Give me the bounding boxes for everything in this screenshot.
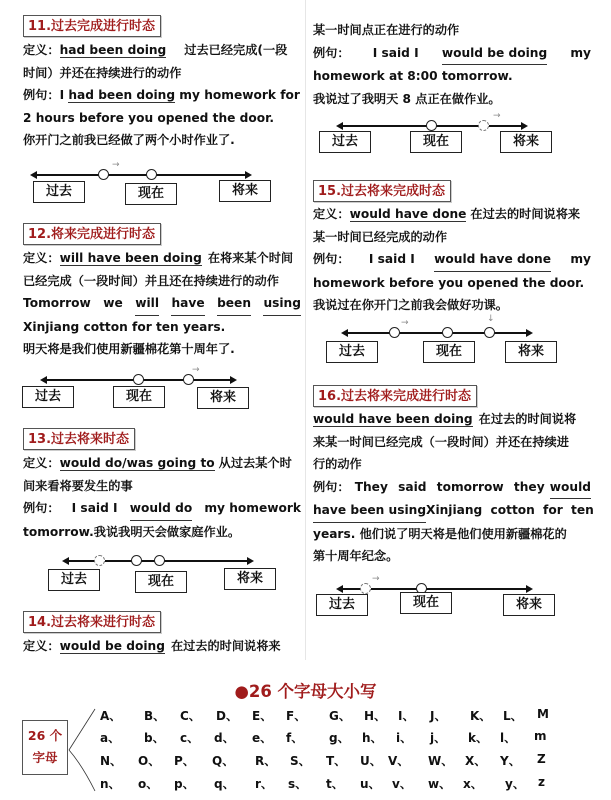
- example-word: Tomorrow: [23, 296, 91, 310]
- letter: m: [534, 729, 547, 743]
- letter: w、: [428, 777, 452, 791]
- alphabet-label-line: 26 个: [27, 728, 63, 743]
- label-past: 过去: [316, 594, 368, 616]
- example-form: would be doing: [442, 42, 547, 66]
- letter: W、: [428, 754, 454, 768]
- letter: y、: [505, 777, 525, 791]
- label-past: 过去: [33, 181, 85, 203]
- timeline-axis: [346, 332, 526, 334]
- section-13: [23, 428, 301, 543]
- tense-form: would have done: [349, 207, 467, 221]
- letter: o、: [138, 777, 159, 791]
- example-word: we: [103, 296, 123, 310]
- letter: B、: [144, 709, 166, 723]
- time-point-icon: [98, 169, 109, 180]
- letter: j、: [430, 731, 447, 745]
- label-past: 过去: [22, 386, 74, 408]
- example-form: have been using: [313, 499, 426, 523]
- example-text: I said I: [368, 252, 415, 266]
- example-line-2: 2 hours before you opened the door.: [23, 110, 275, 125]
- letter: V、: [388, 754, 410, 768]
- small-arrow-icon: →: [192, 365, 200, 375]
- column-divider: [305, 0, 306, 660]
- tense-form: had been doing: [59, 43, 167, 57]
- arrow-left-icon: [341, 329, 348, 337]
- letter: T、: [326, 754, 347, 768]
- example-text: I: [59, 88, 69, 102]
- label-past: 过去: [319, 131, 371, 153]
- letter: x、: [463, 777, 483, 791]
- letter: C、: [180, 709, 201, 723]
- tense-form: would have been doing: [313, 412, 473, 426]
- letter: N、: [100, 754, 123, 768]
- letter: J、: [430, 709, 447, 723]
- time-point-icon: [426, 120, 437, 131]
- definition-label: 定义：: [23, 251, 60, 265]
- example-label: 例句：: [23, 88, 60, 102]
- letter: z: [538, 775, 545, 789]
- section-title: 16.过去将来完成进行时态: [313, 385, 477, 407]
- example-translation: 第十周年纪念。: [313, 549, 399, 563]
- section-title: 13.过去将来时态: [23, 428, 135, 450]
- definition-line: [23, 452, 301, 475]
- small-arrow-icon: →: [493, 111, 501, 121]
- letter: g、: [329, 731, 350, 745]
- letter: M: [537, 707, 549, 721]
- timeline-axis: [35, 174, 245, 176]
- definition-label: 定义：: [23, 456, 60, 470]
- label-future: 将来: [505, 341, 557, 363]
- definition-line: [313, 203, 591, 226]
- time-point-dashed-icon: [360, 583, 371, 594]
- letter: r、: [255, 777, 273, 791]
- letter: f、: [286, 731, 304, 745]
- example-label: 例句：: [313, 45, 350, 60]
- label-present: 现在: [400, 592, 452, 614]
- example-line-3: years. 他们说了明天将是他们使用新疆棉花的: [313, 526, 567, 541]
- definition-label: 定义：: [313, 207, 350, 221]
- small-arrow-icon: →: [112, 160, 120, 170]
- section-title: 12.将来完成进行时态: [23, 223, 161, 245]
- example-translation: 明天将是我们使用新疆棉花第十周年了.: [23, 342, 235, 356]
- arrow-right-icon: [247, 557, 254, 565]
- section-14: [23, 611, 301, 658]
- definition-line-2: 某一时间点正在进行的动作: [313, 23, 460, 37]
- label-past: 过去: [326, 341, 378, 363]
- alphabet-label-box: [22, 720, 68, 775]
- alphabet-label-line: 字母: [32, 750, 58, 765]
- section-11: [23, 15, 301, 152]
- bracket-lines-icon: [68, 705, 100, 800]
- label-present: 现在: [125, 183, 177, 205]
- example-text: my: [570, 45, 591, 60]
- example-label: 例句：: [313, 252, 350, 266]
- example-line: [23, 292, 301, 316]
- small-down-arrow-icon: ↓: [487, 314, 495, 324]
- definition-text: 在过去的时间说将: [478, 412, 577, 426]
- letter: Z: [537, 752, 546, 766]
- alphabet-title: ●26 个字母大小写: [234, 682, 377, 701]
- definition-text: 在过去的时间说将来: [170, 639, 281, 653]
- definition-line-2: 来某一时间已经完成（一段时间）并还在持续进: [313, 434, 569, 449]
- example-form: would: [550, 476, 591, 500]
- letter: b、: [144, 731, 165, 745]
- section-12: [23, 223, 301, 361]
- letter: H、: [364, 709, 387, 723]
- example-text: I said I: [71, 501, 118, 515]
- arrow-left-icon: [62, 557, 69, 565]
- letter: S、: [290, 754, 311, 768]
- letter: l、: [500, 731, 517, 745]
- definition-line: [313, 408, 591, 431]
- tense-form: will have been doing: [59, 251, 202, 265]
- letter: i、: [396, 731, 413, 745]
- definition-line: [23, 635, 301, 658]
- letter: q、: [214, 777, 235, 791]
- arrow-left-icon: [30, 171, 37, 179]
- example-translation: 我说过在你开门之前我会做好功课。: [313, 298, 508, 312]
- example-line: [313, 42, 591, 66]
- arrow-right-icon: [521, 122, 528, 130]
- definition-label: 定义：: [23, 43, 60, 57]
- example-text: They said tomorrow they: [354, 479, 545, 494]
- label-present: 现在: [423, 341, 475, 363]
- example-label: 例句：: [313, 479, 350, 494]
- letter: L、: [503, 709, 523, 723]
- letter: v、: [392, 777, 412, 791]
- letter: A、: [100, 709, 122, 723]
- arrow-right-icon: [245, 171, 252, 179]
- section-14-continued: [313, 19, 591, 110]
- example-translation: 你开门之前我已经做了两个小时作业了.: [23, 133, 235, 147]
- small-arrow-icon: →: [372, 574, 380, 584]
- letter: E、: [252, 709, 273, 723]
- definition-line-3: 行的动作: [313, 457, 362, 471]
- section-title: 11.过去完成进行时态: [23, 15, 161, 37]
- label-future: 将来: [503, 594, 555, 616]
- letter: h、: [362, 731, 383, 745]
- example-line: [23, 497, 301, 521]
- letter: k、: [468, 731, 488, 745]
- example-form-word: will: [135, 292, 159, 316]
- example-label: 例句：: [23, 501, 60, 515]
- example-text: I said I: [372, 45, 419, 60]
- arrow-left-icon: [40, 376, 47, 384]
- example-text: my: [570, 252, 591, 266]
- letter: U、: [360, 754, 382, 768]
- small-arrow-icon: →: [401, 318, 409, 328]
- example-line-2: [313, 499, 594, 523]
- example-line: [313, 248, 591, 272]
- letter: u、: [360, 777, 381, 791]
- example-form: would have done: [434, 248, 551, 272]
- example-line: [313, 476, 591, 500]
- time-point-dashed-icon: [478, 120, 489, 131]
- definition-text: 从过去某个时: [218, 456, 292, 470]
- letter: O、: [138, 754, 161, 768]
- definition-text: 在过去的时间说将来: [470, 207, 581, 221]
- time-point-icon: [183, 374, 194, 385]
- letter: s、: [288, 777, 308, 791]
- example-text: my homework for: [175, 88, 300, 102]
- time-point-icon: [442, 327, 453, 338]
- letter: p、: [174, 777, 195, 791]
- section-title: 14.过去将来进行时态: [23, 611, 161, 633]
- time-point-icon: [154, 555, 165, 566]
- time-point-icon: [484, 327, 495, 338]
- letter: a、: [100, 731, 121, 745]
- section-title: 15.过去将来完成时态: [313, 180, 451, 202]
- letter: Q、: [212, 754, 235, 768]
- section-15: [313, 180, 591, 317]
- example-form-word: have: [171, 292, 204, 316]
- example-line-2: homework at 8:00 tomorrow.: [313, 69, 513, 83]
- letter: P、: [174, 754, 195, 768]
- time-point-dashed-icon: [94, 555, 105, 566]
- label-future: 将来: [224, 568, 276, 590]
- example-form-word: been: [217, 292, 251, 316]
- arrow-left-icon: [336, 585, 343, 593]
- label-present: 现在: [135, 571, 187, 593]
- letter: Y、: [500, 754, 521, 768]
- definition-line-2: 某一时间已经完成的动作: [313, 229, 448, 244]
- example-form-word: using: [263, 292, 301, 316]
- definition-line-2: 已经完成（一段时间）并且还在持续进行的动作: [23, 273, 279, 288]
- letter: F、: [286, 709, 307, 723]
- definition-line-2: 间来看将要发生的事: [23, 478, 133, 493]
- letter: K、: [470, 709, 492, 723]
- example-line-2: Xinjiang cotton for ten years.: [23, 319, 226, 334]
- time-point-icon: [146, 169, 157, 180]
- definition-line: [23, 39, 301, 62]
- tense-form: would do/was going to: [59, 456, 215, 470]
- example-line-2: homework before you opened the door.: [313, 275, 585, 290]
- example-form: had been doing: [68, 88, 176, 102]
- letter: X、: [465, 754, 487, 768]
- definition-label: 定义：: [23, 639, 60, 653]
- example-text: my homework: [204, 501, 301, 515]
- letter: n、: [100, 777, 121, 791]
- letter: c、: [180, 731, 200, 745]
- example-line-2: tomorrow.我说我明天会做家庭作业。: [23, 524, 241, 539]
- letter: G、: [329, 709, 351, 723]
- definition-line: [23, 247, 301, 270]
- tense-form: would be doing: [59, 639, 165, 653]
- label-past: 过去: [48, 569, 100, 591]
- letter: e、: [252, 731, 273, 745]
- letter: t、: [326, 777, 344, 791]
- arrow-right-icon: [526, 585, 533, 593]
- example-form: would do: [130, 497, 193, 521]
- arrow-right-icon: [230, 376, 237, 384]
- definition-line-2: 时间）并还在持续进行的动作: [23, 65, 182, 80]
- letter: I、: [398, 709, 415, 723]
- arrow-right-icon: [526, 329, 533, 337]
- time-point-icon: [131, 555, 142, 566]
- example-line: [23, 84, 301, 107]
- example-text: Xinjiang cotton for ten: [426, 503, 594, 517]
- letter: d、: [214, 731, 235, 745]
- letter: D、: [216, 709, 238, 723]
- letter: R、: [255, 754, 277, 768]
- time-point-icon: [389, 327, 400, 338]
- label-future: 将来: [500, 131, 552, 153]
- definition-text: 过去已经完成(一段: [184, 43, 288, 57]
- label-future: 将来: [197, 387, 249, 409]
- arrow-left-icon: [336, 122, 343, 130]
- label-present: 现在: [410, 131, 462, 153]
- section-16: [313, 385, 594, 568]
- label-future: 将来: [219, 180, 271, 202]
- label-present: 现在: [113, 386, 165, 408]
- time-point-icon: [133, 374, 144, 385]
- example-translation: 我说过了我明天 8 点正在做作业。: [313, 91, 501, 106]
- definition-text: 在将来某个时间: [207, 251, 294, 265]
